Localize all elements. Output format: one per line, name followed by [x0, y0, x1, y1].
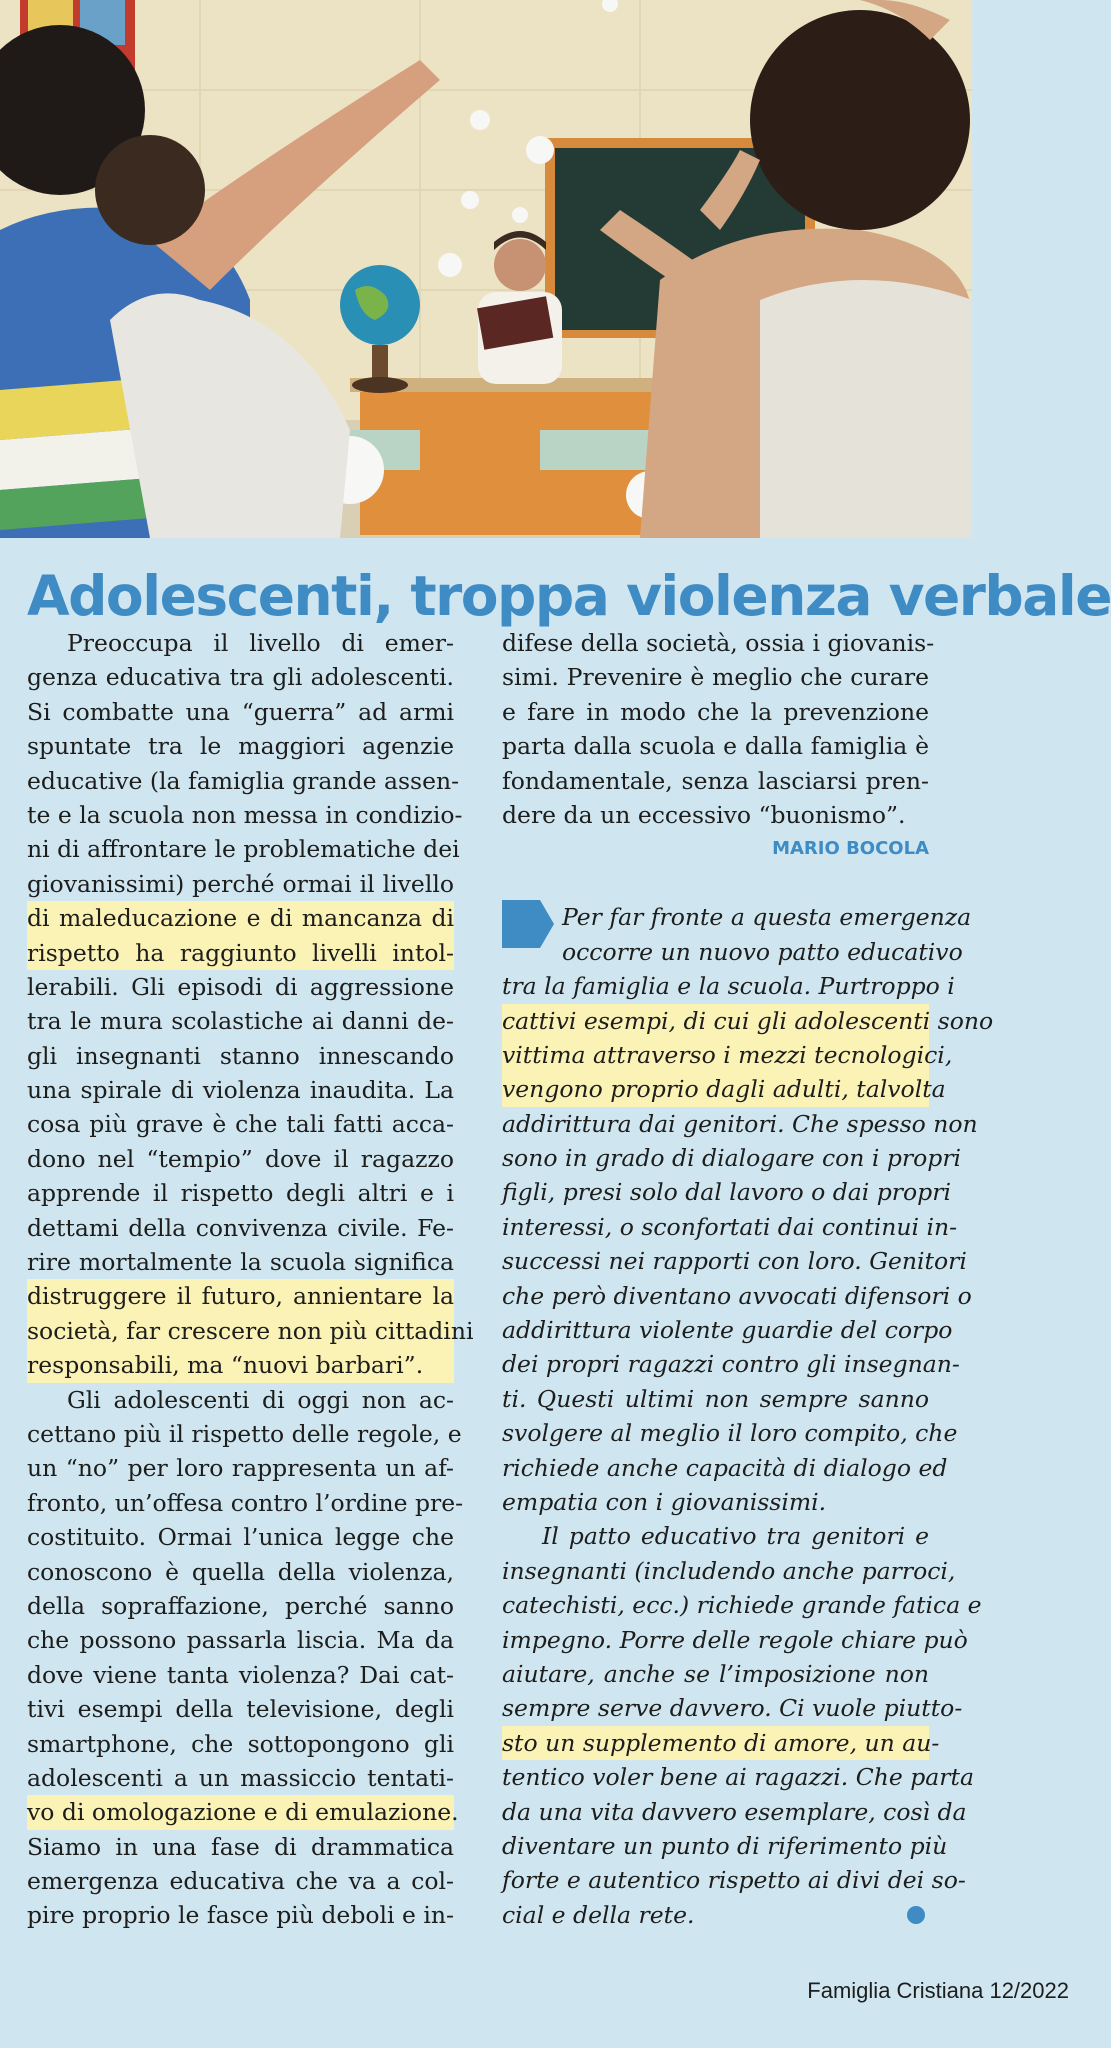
- text-line: Preoccupa il livello di emer-: [67, 629, 454, 657]
- text-line: dere da un eccessivo “buonismo”.: [502, 800, 906, 829]
- text-line: una spirale di violenza inaudita. La: [27, 1076, 454, 1105]
- text-line: spuntate tra le maggiori agenzie: [27, 732, 454, 761]
- text-line: Gli adolescenti di oggi non ac-: [67, 1385, 454, 1414]
- text-line: difese della società, ossia i giovanis-: [502, 629, 935, 657]
- reply-line: forte e autentico rispetto ai divi dei so-: [502, 1866, 966, 1895]
- reply-line: sono in grado di dialogare con i propri: [502, 1144, 962, 1173]
- reply-line: tentico voler bene ai ragazzi. Che parta: [502, 1763, 974, 1792]
- text-line: gli insegnanti stanno innescando: [27, 1041, 454, 1070]
- text-line: dettami della convivenza civile. Fe-: [27, 1213, 454, 1242]
- reply-line-text: cial e della rete.: [502, 1900, 695, 1929]
- reply-line: da una vita davvero esemplare, così da: [502, 1797, 967, 1826]
- reply-line: Il patto educativo tra genitori e: [542, 1522, 929, 1551]
- text-line: che possono passarla liscia. Ma da: [27, 1626, 454, 1655]
- text-line: e fare in modo che la prevenzione: [502, 697, 929, 726]
- highlighted-line: distruggere il futuro, annientare la: [27, 1279, 454, 1313]
- reply-line: richiede anche capacità di dialogo ed: [502, 1453, 948, 1482]
- reply-line: catechisti, ecc.) richiede grande fatica e: [502, 1591, 982, 1620]
- reply-line: aiutare, anche se l’imposizione non: [502, 1659, 929, 1688]
- text-line: conoscono è quella della violenza,: [27, 1557, 454, 1586]
- text-line: educative (la famiglia grande assen-: [27, 766, 460, 795]
- text-line: cettano più il rispetto delle regole, e: [27, 1419, 462, 1448]
- highlighted-reply-line: cattivi esempi, di cui gli adolescenti sono: [502, 1004, 929, 1038]
- highlighted-reply-line: sto un supplemento di amore, un au-: [502, 1726, 929, 1760]
- reply-line: sempre serve davvero. Ci vuole piutto-: [502, 1694, 963, 1723]
- classroom-illustration: [0, 0, 972, 538]
- arrow-tab-icon: [502, 900, 554, 948]
- reply-line: svolgere al meglio il loro compito, che: [502, 1419, 958, 1448]
- text-line: lerabili. Gli episodi di aggressione: [27, 972, 454, 1001]
- text-line: della sopraffazione, perché sanno: [27, 1591, 454, 1620]
- text-line: ni di affrontare le problematiche dei: [27, 835, 460, 864]
- reply-line: addirittura dai genitori. Che spesso non: [502, 1109, 978, 1138]
- highlighted-reply-line: vengono proprio dagli adulti, talvolta: [502, 1072, 929, 1106]
- text-line: emergenza educativa che va a col-: [27, 1867, 454, 1896]
- headline: Adolescenti, troppa violenza verbale: [27, 564, 1111, 628]
- highlighted-line: società, far crescere non più cittadini: [27, 1314, 454, 1348]
- reply-line: addirittura violente guardie del corpo: [502, 1316, 953, 1345]
- reply-line: [502, 1898, 929, 1932]
- editorial-reply: [502, 900, 994, 1932]
- reply-line: successi nei rapporti con loro. Genitori: [502, 1247, 967, 1276]
- text-line: parta dalla scuola e dalla famiglia è: [502, 732, 929, 761]
- reply-line: che però diventano avvocati difensori o: [502, 1281, 972, 1310]
- left-column: [27, 626, 474, 1933]
- text-line: te e la scuola non messa in condizio-: [27, 800, 463, 829]
- reply-line: tra la famiglia e la scuola. Purtroppo i: [502, 972, 955, 1001]
- text-line: Si combatte una “guerra” ad armi: [27, 697, 454, 726]
- reply-line: occorre un nuovo patto educativo: [562, 937, 963, 966]
- text-line: rire mortalmente la scuola significa: [27, 1248, 454, 1277]
- reply-line: figli, presi solo dal lavoro o dai propri: [502, 1178, 951, 1207]
- text-line: genza educativa tra gli adolescenti.: [27, 663, 454, 692]
- reply-line: interessi, o sconfortati dai continui in-: [502, 1212, 958, 1241]
- text-line: dono nel “tempio” dove il ragazzo: [27, 1144, 454, 1173]
- right-column: [502, 626, 994, 1932]
- highlighted-line: vo di omologazione e di emulazione.: [27, 1795, 454, 1829]
- highlighted-line: responsabili, ma “nuovi barbari”.: [27, 1348, 454, 1382]
- reply-line: ti. Questi ultimi non sempre sanno: [502, 1384, 929, 1413]
- publication-source: Famiglia Cristiana 12/2022: [807, 1978, 1069, 2003]
- classroom-photo: [0, 0, 972, 538]
- highlighted-line: rispetto ha raggiunto livelli intol-: [27, 936, 454, 970]
- text-line: costituito. Ormai l’unica legge che: [27, 1523, 454, 1552]
- reply-line: insegnanti (includendo anche parroci,: [502, 1556, 956, 1585]
- reply-line: Per far fronte a questa emergenza: [562, 903, 972, 932]
- text-line: fondamentale, senza lasciarsi pren-: [502, 766, 929, 795]
- dot-icon: [907, 1906, 925, 1924]
- article: [0, 564, 1111, 628]
- highlighted-line: di maleducazione e di mancanza di: [27, 901, 454, 935]
- text-line: un “no” per loro rappresenta un af-: [27, 1454, 454, 1483]
- text-line: smartphone, che sottopongono gli: [27, 1729, 454, 1758]
- text-line: giovanissimi) perché ormai il livello: [27, 869, 454, 898]
- text-line: tivi esempi della televisione, degli: [27, 1695, 454, 1724]
- text-line: adolescenti a un massiccio tentati-: [27, 1763, 454, 1792]
- text-line: cosa più grave è che tali fatti acca-: [27, 1110, 454, 1139]
- reply-line: impegno. Porre delle regole chiare può: [502, 1625, 968, 1654]
- text-line: apprende il rispetto degli altri e i: [27, 1179, 454, 1208]
- text-line: Siamo in una fase di drammatica: [27, 1832, 454, 1861]
- text-line: dove viene tanta violenza? Dai cat-: [27, 1660, 454, 1689]
- text-line: simi. Prevenire è meglio che curare: [502, 663, 929, 692]
- text-line: tra le mura scolastiche ai danni de-: [27, 1007, 454, 1036]
- reply-line: diventare un punto di riferimento più: [502, 1831, 948, 1860]
- author-byline: MARIO BOCOLA: [772, 838, 929, 860]
- text-line: pire proprio le fasce più deboli e in-: [27, 1901, 454, 1930]
- highlighted-reply-line: vittima attraverso i mezzi tecnologici,: [502, 1038, 929, 1072]
- text-line: fronto, un’offesa contro l’ordine pre-: [27, 1488, 464, 1517]
- reply-line: dei propri ragazzi contro gli insegnan-: [502, 1350, 960, 1379]
- reply-line: empatia con i giovanissimi.: [502, 1487, 827, 1516]
